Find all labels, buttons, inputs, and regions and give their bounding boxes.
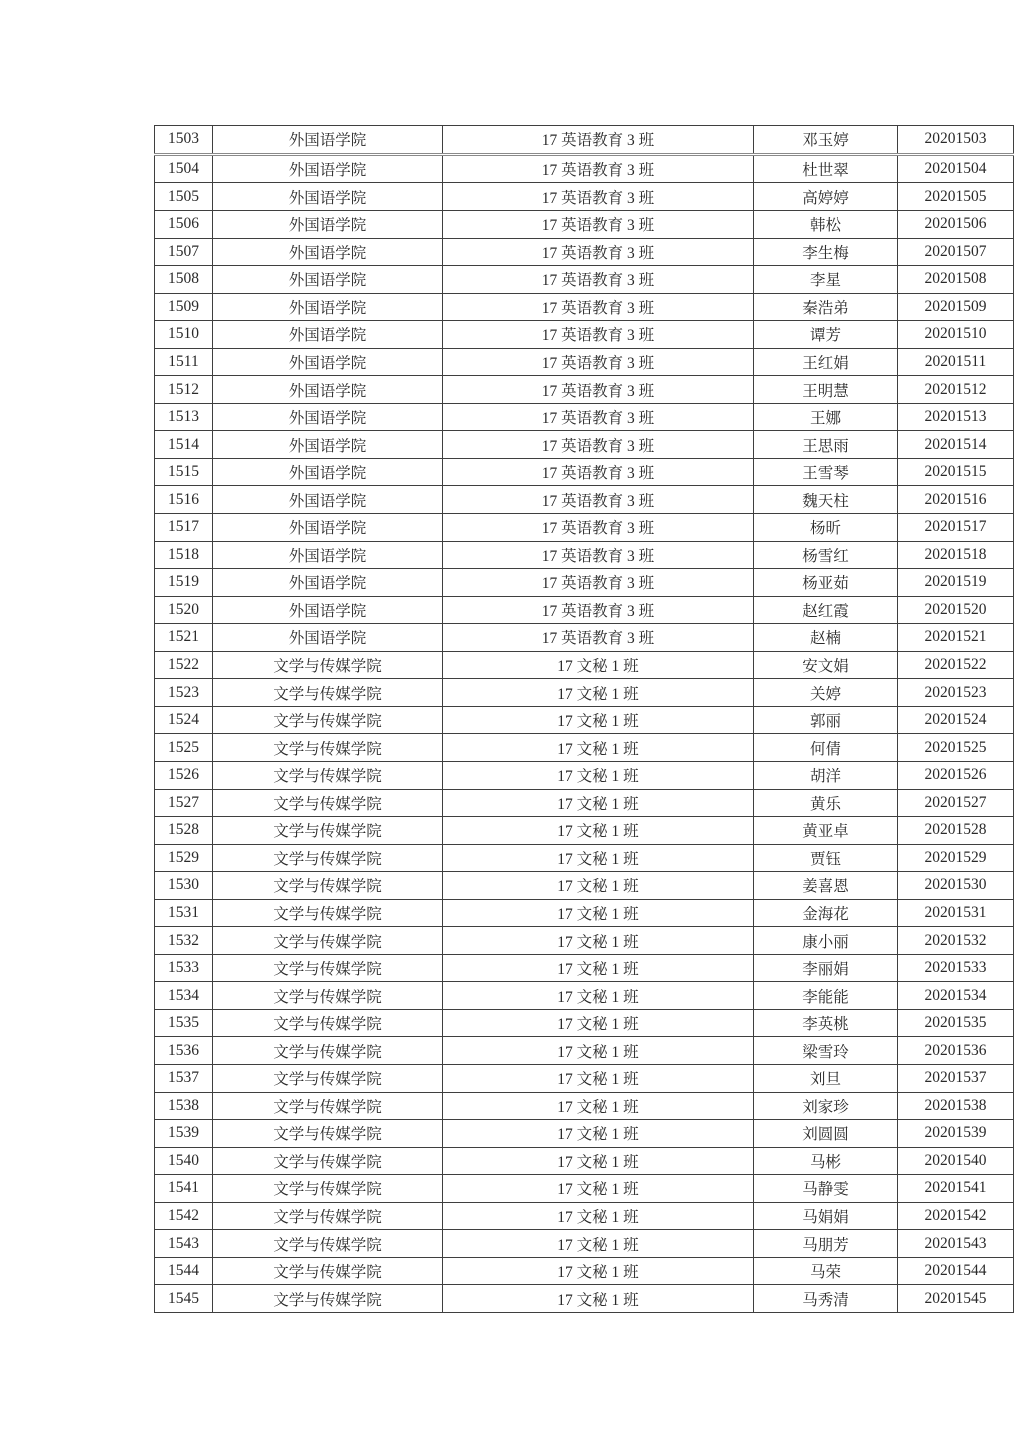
student-id-cell: 20201506 xyxy=(898,211,1014,239)
student-name-cell: 马静雯 xyxy=(754,1175,898,1203)
table-row xyxy=(155,927,1014,955)
table-row xyxy=(155,1009,1014,1037)
college-cell: 文学与传媒学院 xyxy=(213,789,443,817)
college-cell: 外国语学院 xyxy=(213,183,443,211)
student-id-cell: 20201504 xyxy=(898,154,1014,183)
class-cell: 17 文秘 1 班 xyxy=(443,899,754,927)
college-cell: 外国语学院 xyxy=(213,211,443,239)
table-row xyxy=(155,679,1014,707)
class-cell: 17 文秘 1 班 xyxy=(443,1285,754,1313)
table-row xyxy=(155,376,1014,404)
table-row xyxy=(155,183,1014,211)
student-roster-table xyxy=(154,125,1014,1313)
serial-number-cell: 1526 xyxy=(155,761,213,789)
class-cell: 17 文秘 1 班 xyxy=(443,954,754,982)
class-cell: 17 英语教育 3 班 xyxy=(443,458,754,486)
serial-number-cell: 1523 xyxy=(155,679,213,707)
table-row xyxy=(155,1037,1014,1065)
table-row xyxy=(155,651,1014,679)
table-row xyxy=(155,403,1014,431)
student-name-cell: 杜世翠 xyxy=(754,154,898,183)
student-id-cell: 20201544 xyxy=(898,1257,1014,1285)
student-id-cell: 20201532 xyxy=(898,927,1014,955)
table-row xyxy=(155,348,1014,376)
student-id-cell: 20201519 xyxy=(898,569,1014,597)
serial-number-cell: 1545 xyxy=(155,1285,213,1313)
table-row xyxy=(155,596,1014,624)
class-cell: 17 英语教育 3 班 xyxy=(443,569,754,597)
table-row xyxy=(155,1202,1014,1230)
college-cell: 文学与传媒学院 xyxy=(213,1009,443,1037)
class-cell: 17 文秘 1 班 xyxy=(443,651,754,679)
student-id-cell: 20201526 xyxy=(898,761,1014,789)
student-name-cell: 高婷婷 xyxy=(754,183,898,211)
college-cell: 外国语学院 xyxy=(213,376,443,404)
student-id-cell: 20201537 xyxy=(898,1064,1014,1092)
college-cell: 文学与传媒学院 xyxy=(213,1092,443,1120)
class-cell: 17 英语教育 3 班 xyxy=(443,596,754,624)
student-id-cell: 20201518 xyxy=(898,541,1014,569)
class-cell: 17 英语教育 3 班 xyxy=(443,514,754,542)
student-id-cell: 20201513 xyxy=(898,403,1014,431)
serial-number-cell: 1538 xyxy=(155,1092,213,1120)
serial-number-cell: 1531 xyxy=(155,899,213,927)
student-name-cell: 安文娟 xyxy=(754,651,898,679)
table-row xyxy=(155,817,1014,845)
college-cell: 文学与传媒学院 xyxy=(213,651,443,679)
serial-number-cell: 1544 xyxy=(155,1257,213,1285)
class-cell: 17 英语教育 3 班 xyxy=(443,431,754,459)
student-name-cell: 赵楠 xyxy=(754,624,898,652)
student-id-cell: 20201528 xyxy=(898,817,1014,845)
serial-number-cell: 1510 xyxy=(155,321,213,349)
table-row xyxy=(155,266,1014,294)
table-row xyxy=(155,789,1014,817)
class-cell: 17 英语教育 3 班 xyxy=(443,266,754,294)
student-name-cell: 黄亚卓 xyxy=(754,817,898,845)
serial-number-cell: 1507 xyxy=(155,238,213,266)
table-row xyxy=(155,982,1014,1010)
table-row xyxy=(155,486,1014,514)
serial-number-cell: 1524 xyxy=(155,706,213,734)
student-name-cell: 王雪琴 xyxy=(754,458,898,486)
table-row xyxy=(155,126,1014,155)
serial-number-cell: 1503 xyxy=(155,126,213,155)
class-cell: 17 文秘 1 班 xyxy=(443,817,754,845)
college-cell: 文学与传媒学院 xyxy=(213,954,443,982)
serial-number-cell: 1540 xyxy=(155,1147,213,1175)
serial-number-cell: 1522 xyxy=(155,651,213,679)
table-row xyxy=(155,1257,1014,1285)
student-id-cell: 20201539 xyxy=(898,1120,1014,1148)
student-id-cell: 20201538 xyxy=(898,1092,1014,1120)
class-cell: 17 文秘 1 班 xyxy=(443,1092,754,1120)
serial-number-cell: 1530 xyxy=(155,872,213,900)
college-cell: 文学与传媒学院 xyxy=(213,734,443,762)
student-id-cell: 20201515 xyxy=(898,458,1014,486)
table-row xyxy=(155,154,1014,183)
class-cell: 17 文秘 1 班 xyxy=(443,1147,754,1175)
student-id-cell: 20201542 xyxy=(898,1202,1014,1230)
college-cell: 文学与传媒学院 xyxy=(213,679,443,707)
student-name-cell: 金海花 xyxy=(754,899,898,927)
table-row xyxy=(155,734,1014,762)
student-name-cell: 王明慧 xyxy=(754,376,898,404)
student-name-cell: 王娜 xyxy=(754,403,898,431)
student-id-cell: 20201512 xyxy=(898,376,1014,404)
serial-number-cell: 1515 xyxy=(155,458,213,486)
college-cell: 文学与传媒学院 xyxy=(213,1285,443,1313)
class-cell: 17 文秘 1 班 xyxy=(443,1202,754,1230)
table-row xyxy=(155,238,1014,266)
student-name-cell: 梁雪玲 xyxy=(754,1037,898,1065)
student-name-cell: 刘旦 xyxy=(754,1064,898,1092)
college-cell: 文学与传媒学院 xyxy=(213,761,443,789)
college-cell: 文学与传媒学院 xyxy=(213,899,443,927)
class-cell: 17 英语教育 3 班 xyxy=(443,348,754,376)
table-row xyxy=(155,514,1014,542)
class-cell: 17 英语教育 3 班 xyxy=(443,238,754,266)
student-id-cell: 20201524 xyxy=(898,706,1014,734)
class-cell: 17 文秘 1 班 xyxy=(443,1064,754,1092)
serial-number-cell: 1519 xyxy=(155,569,213,597)
class-cell: 17 文秘 1 班 xyxy=(443,706,754,734)
table-row xyxy=(155,1175,1014,1203)
college-cell: 外国语学院 xyxy=(213,486,443,514)
class-cell: 17 文秘 1 班 xyxy=(443,734,754,762)
student-name-cell: 郭丽 xyxy=(754,706,898,734)
class-cell: 17 英语教育 3 班 xyxy=(443,293,754,321)
student-name-cell: 马朋芳 xyxy=(754,1230,898,1258)
college-cell: 文学与传媒学院 xyxy=(213,927,443,955)
student-name-cell: 谭芳 xyxy=(754,321,898,349)
table-row xyxy=(155,431,1014,459)
serial-number-cell: 1511 xyxy=(155,348,213,376)
college-cell: 文学与传媒学院 xyxy=(213,1202,443,1230)
student-id-cell: 20201527 xyxy=(898,789,1014,817)
class-cell: 17 英语教育 3 班 xyxy=(443,321,754,349)
class-cell: 17 英语教育 3 班 xyxy=(443,486,754,514)
class-cell: 17 文秘 1 班 xyxy=(443,872,754,900)
roster-body xyxy=(155,126,1014,1313)
student-name-cell: 李能能 xyxy=(754,982,898,1010)
student-id-cell: 20201540 xyxy=(898,1147,1014,1175)
student-name-cell: 杨昕 xyxy=(754,514,898,542)
class-cell: 17 文秘 1 班 xyxy=(443,1009,754,1037)
serial-number-cell: 1533 xyxy=(155,954,213,982)
class-cell: 17 英语教育 3 班 xyxy=(443,211,754,239)
college-cell: 文学与传媒学院 xyxy=(213,1230,443,1258)
student-name-cell: 马秀清 xyxy=(754,1285,898,1313)
student-name-cell: 康小丽 xyxy=(754,927,898,955)
student-id-cell: 20201517 xyxy=(898,514,1014,542)
serial-number-cell: 1509 xyxy=(155,293,213,321)
table-row xyxy=(155,458,1014,486)
serial-number-cell: 1505 xyxy=(155,183,213,211)
student-name-cell: 刘家珍 xyxy=(754,1092,898,1120)
table-row xyxy=(155,1230,1014,1258)
table-row xyxy=(155,1092,1014,1120)
table-row xyxy=(155,293,1014,321)
student-name-cell: 魏天柱 xyxy=(754,486,898,514)
class-cell: 17 文秘 1 班 xyxy=(443,1175,754,1203)
class-cell: 17 文秘 1 班 xyxy=(443,761,754,789)
student-id-cell: 20201510 xyxy=(898,321,1014,349)
student-id-cell: 20201543 xyxy=(898,1230,1014,1258)
table-row xyxy=(155,844,1014,872)
college-cell: 外国语学院 xyxy=(213,126,443,155)
college-cell: 外国语学院 xyxy=(213,596,443,624)
serial-number-cell: 1529 xyxy=(155,844,213,872)
serial-number-cell: 1539 xyxy=(155,1120,213,1148)
class-cell: 17 文秘 1 班 xyxy=(443,927,754,955)
student-name-cell: 王红娟 xyxy=(754,348,898,376)
college-cell: 外国语学院 xyxy=(213,541,443,569)
serial-number-cell: 1518 xyxy=(155,541,213,569)
student-id-cell: 20201535 xyxy=(898,1009,1014,1037)
student-id-cell: 20201508 xyxy=(898,266,1014,294)
table-row xyxy=(155,1147,1014,1175)
student-name-cell: 何倩 xyxy=(754,734,898,762)
class-cell: 17 文秘 1 班 xyxy=(443,844,754,872)
student-name-cell: 李生梅 xyxy=(754,238,898,266)
college-cell: 文学与传媒学院 xyxy=(213,1120,443,1148)
table-row xyxy=(155,321,1014,349)
serial-number-cell: 1534 xyxy=(155,982,213,1010)
class-cell: 17 文秘 1 班 xyxy=(443,789,754,817)
student-name-cell: 赵红霞 xyxy=(754,596,898,624)
student-name-cell: 杨亚茹 xyxy=(754,569,898,597)
table-row xyxy=(155,706,1014,734)
college-cell: 外国语学院 xyxy=(213,569,443,597)
college-cell: 文学与传媒学院 xyxy=(213,982,443,1010)
table-row xyxy=(155,954,1014,982)
class-cell: 17 文秘 1 班 xyxy=(443,982,754,1010)
serial-number-cell: 1512 xyxy=(155,376,213,404)
serial-number-cell: 1513 xyxy=(155,403,213,431)
student-id-cell: 20201530 xyxy=(898,872,1014,900)
student-name-cell: 刘圆圆 xyxy=(754,1120,898,1148)
college-cell: 外国语学院 xyxy=(213,458,443,486)
student-name-cell: 贾钰 xyxy=(754,844,898,872)
serial-number-cell: 1521 xyxy=(155,624,213,652)
serial-number-cell: 1543 xyxy=(155,1230,213,1258)
class-cell: 17 文秘 1 班 xyxy=(443,1257,754,1285)
student-id-cell: 20201529 xyxy=(898,844,1014,872)
college-cell: 文学与传媒学院 xyxy=(213,1175,443,1203)
student-name-cell: 李英桃 xyxy=(754,1009,898,1037)
college-cell: 文学与传媒学院 xyxy=(213,844,443,872)
serial-number-cell: 1528 xyxy=(155,817,213,845)
student-name-cell: 秦浩弟 xyxy=(754,293,898,321)
student-name-cell: 姜喜恩 xyxy=(754,872,898,900)
class-cell: 17 英语教育 3 班 xyxy=(443,403,754,431)
student-id-cell: 20201536 xyxy=(898,1037,1014,1065)
college-cell: 外国语学院 xyxy=(213,238,443,266)
serial-number-cell: 1516 xyxy=(155,486,213,514)
student-name-cell: 邓玉婷 xyxy=(754,126,898,155)
college-cell: 文学与传媒学院 xyxy=(213,1037,443,1065)
college-cell: 文学与传媒学院 xyxy=(213,1147,443,1175)
serial-number-cell: 1504 xyxy=(155,154,213,183)
class-cell: 17 文秘 1 班 xyxy=(443,1120,754,1148)
serial-number-cell: 1532 xyxy=(155,927,213,955)
class-cell: 17 英语教育 3 班 xyxy=(443,541,754,569)
college-cell: 外国语学院 xyxy=(213,266,443,294)
student-id-cell: 20201523 xyxy=(898,679,1014,707)
student-id-cell: 20201509 xyxy=(898,293,1014,321)
student-id-cell: 20201531 xyxy=(898,899,1014,927)
college-cell: 文学与传媒学院 xyxy=(213,872,443,900)
student-id-cell: 20201514 xyxy=(898,431,1014,459)
college-cell: 外国语学院 xyxy=(213,348,443,376)
student-name-cell: 马彬 xyxy=(754,1147,898,1175)
table-row xyxy=(155,569,1014,597)
student-id-cell: 20201534 xyxy=(898,982,1014,1010)
class-cell: 17 文秘 1 班 xyxy=(443,1230,754,1258)
serial-number-cell: 1535 xyxy=(155,1009,213,1037)
serial-number-cell: 1537 xyxy=(155,1064,213,1092)
student-name-cell: 胡洋 xyxy=(754,761,898,789)
student-id-cell: 20201511 xyxy=(898,348,1014,376)
student-name-cell: 韩松 xyxy=(754,211,898,239)
college-cell: 外国语学院 xyxy=(213,321,443,349)
class-cell: 17 文秘 1 班 xyxy=(443,679,754,707)
table-row xyxy=(155,872,1014,900)
college-cell: 外国语学院 xyxy=(213,514,443,542)
serial-number-cell: 1520 xyxy=(155,596,213,624)
college-cell: 文学与传媒学院 xyxy=(213,1257,443,1285)
student-id-cell: 20201520 xyxy=(898,596,1014,624)
serial-number-cell: 1527 xyxy=(155,789,213,817)
table-row xyxy=(155,1285,1014,1313)
class-cell: 17 英语教育 3 班 xyxy=(443,126,754,155)
table-row xyxy=(155,211,1014,239)
table-row xyxy=(155,899,1014,927)
student-id-cell: 20201505 xyxy=(898,183,1014,211)
college-cell: 外国语学院 xyxy=(213,403,443,431)
student-name-cell: 马娟娟 xyxy=(754,1202,898,1230)
college-cell: 文学与传媒学院 xyxy=(213,1064,443,1092)
class-cell: 17 英语教育 3 班 xyxy=(443,624,754,652)
college-cell: 外国语学院 xyxy=(213,293,443,321)
student-id-cell: 20201545 xyxy=(898,1285,1014,1313)
student-id-cell: 20201541 xyxy=(898,1175,1014,1203)
serial-number-cell: 1536 xyxy=(155,1037,213,1065)
class-cell: 17 英语教育 3 班 xyxy=(443,376,754,404)
table-row xyxy=(155,1064,1014,1092)
table-row xyxy=(155,1120,1014,1148)
student-name-cell: 杨雪红 xyxy=(754,541,898,569)
college-cell: 外国语学院 xyxy=(213,431,443,459)
student-id-cell: 20201507 xyxy=(898,238,1014,266)
student-name-cell: 黄乐 xyxy=(754,789,898,817)
college-cell: 外国语学院 xyxy=(213,154,443,183)
class-cell: 17 文秘 1 班 xyxy=(443,1037,754,1065)
serial-number-cell: 1508 xyxy=(155,266,213,294)
student-id-cell: 20201503 xyxy=(898,126,1014,155)
serial-number-cell: 1514 xyxy=(155,431,213,459)
serial-number-cell: 1541 xyxy=(155,1175,213,1203)
student-id-cell: 20201525 xyxy=(898,734,1014,762)
table-row xyxy=(155,541,1014,569)
student-name-cell: 李丽娟 xyxy=(754,954,898,982)
class-cell: 17 英语教育 3 班 xyxy=(443,154,754,183)
table-row xyxy=(155,624,1014,652)
student-name-cell: 关婷 xyxy=(754,679,898,707)
serial-number-cell: 1506 xyxy=(155,211,213,239)
table-row xyxy=(155,761,1014,789)
student-name-cell: 李星 xyxy=(754,266,898,294)
student-name-cell: 王思雨 xyxy=(754,431,898,459)
student-id-cell: 20201516 xyxy=(898,486,1014,514)
serial-number-cell: 1517 xyxy=(155,514,213,542)
serial-number-cell: 1525 xyxy=(155,734,213,762)
student-id-cell: 20201521 xyxy=(898,624,1014,652)
student-id-cell: 20201533 xyxy=(898,954,1014,982)
student-id-cell: 20201522 xyxy=(898,651,1014,679)
college-cell: 文学与传媒学院 xyxy=(213,817,443,845)
college-cell: 文学与传媒学院 xyxy=(213,706,443,734)
class-cell: 17 英语教育 3 班 xyxy=(443,183,754,211)
student-name-cell: 马荣 xyxy=(754,1257,898,1285)
serial-number-cell: 1542 xyxy=(155,1202,213,1230)
college-cell: 外国语学院 xyxy=(213,624,443,652)
